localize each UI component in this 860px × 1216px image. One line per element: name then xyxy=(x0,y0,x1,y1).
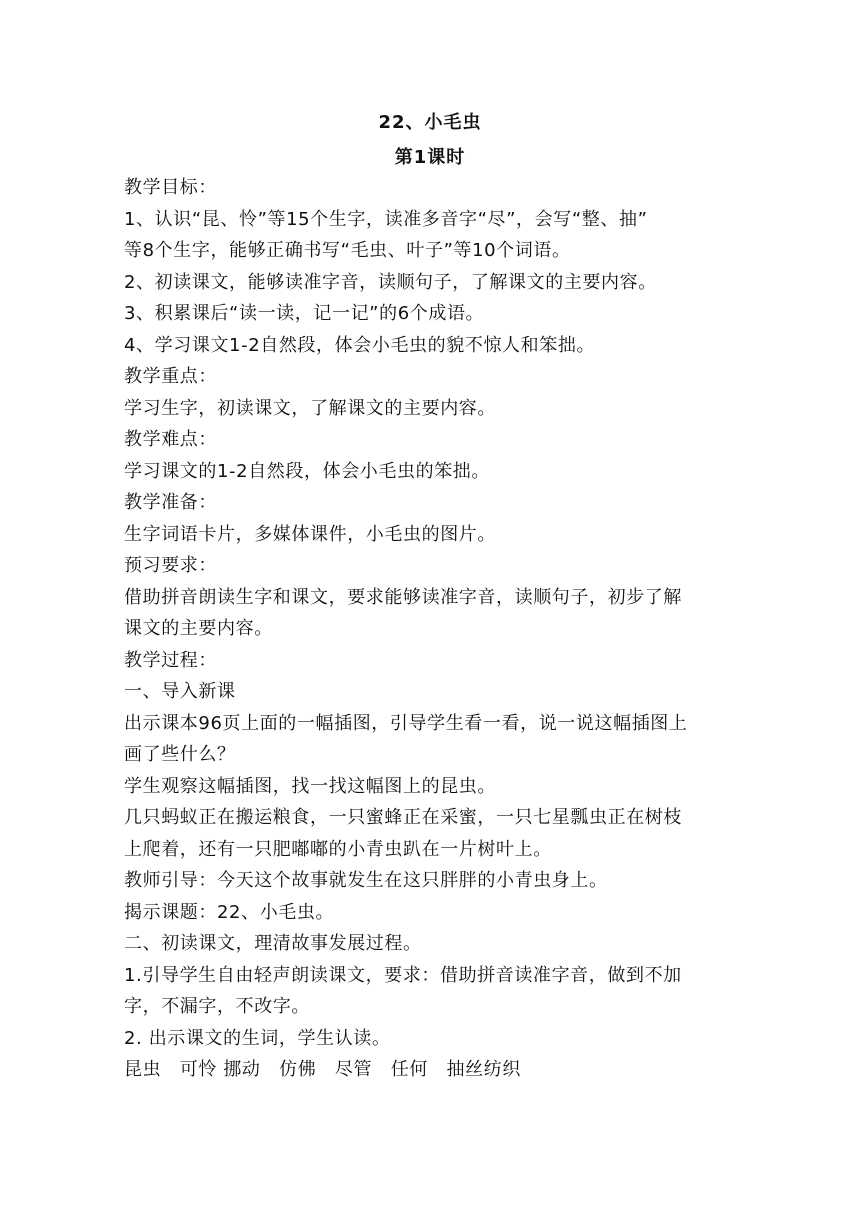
document-body xyxy=(124,172,742,1086)
body-line: 学习生字，初读课文，了解课文的主要内容。 xyxy=(124,397,496,419)
body-line: 3、积累课后“读一读，记一记”的6个成语。 xyxy=(124,303,485,324)
body-line: 教学准备： xyxy=(124,492,217,513)
body-line: 生字词语卡片，多媒体课件，小毛虫的图片。 xyxy=(124,523,496,545)
body-line: 教师引导：今天这个故事就发生在这只胖胖的小青虫身上。 xyxy=(124,870,608,891)
body-line: 上爬着，还有一只肥嘟嘟的小青虫趴在一片树叶上。 xyxy=(124,838,552,860)
body-line: 字，不漏字，不改字。 xyxy=(124,996,310,1017)
body-line: 二、初读课文，理清故事发展过程。 xyxy=(124,933,422,954)
document-subtitle: 第1课时 xyxy=(394,147,466,168)
body-line: 4、学习课文1-2自然段，体会小毛虫的貌不惊人和笨拙。 xyxy=(124,334,596,356)
body-line: 预习要求： xyxy=(124,555,217,576)
body-line: 课文的主要内容。 xyxy=(124,618,273,639)
body-line: 一、导入新课 xyxy=(124,681,236,702)
body-line: 教学难点： xyxy=(124,429,217,450)
body-line: 出示课本96页上面的一幅插图，引导学生看一看，说一说这幅插图上 xyxy=(124,712,688,734)
body-line: 学习课文的1-2自然段，体会小毛虫的笨拙。 xyxy=(124,460,490,482)
body-line: 学生观察这幅插图，找一找这幅图上的昆虫。 xyxy=(124,775,496,797)
body-line: 借助拼音朗读生字和课文，要求能够读准字音，读顺句子，初步了解 xyxy=(124,586,682,608)
body-line: 教学过程： xyxy=(124,649,217,671)
body-line: 2、初读课文，能够读准字音，读顺句子，了解课文的主要内容。 xyxy=(124,271,657,293)
document-title: 22、小毛虫 xyxy=(378,112,482,133)
body-line: 揭示课题：22、小毛虫。 xyxy=(124,901,335,923)
body-line: 等8个生字，能够正确书写“毛虫、叶子”等10个词语。 xyxy=(124,240,571,261)
body-line: 1、认识“昆、怜”等15个生字，读准多音字“尽”，会写“整、抽” xyxy=(124,208,648,230)
body-line: 教学重点： xyxy=(124,366,217,387)
body-line: 画了些什么？ xyxy=(124,744,236,765)
body-line: 几只蚂蚁正在搬运粮食，一只蜜蜂正在采蜜，一只七星瓢虫正在树枝 xyxy=(124,807,682,828)
body-line: 2. 出示课文的生词，学生认读。 xyxy=(124,1027,391,1049)
body-line: 1.引导学生自由轻声朗读课文，要求：借助拼音读准字音，做到不加 xyxy=(124,964,682,986)
body-line: 昆虫 可怜 挪动 仿佛 尽管 任何 抽丝纺织 xyxy=(124,1059,521,1080)
body-line: 教学目标： xyxy=(124,177,217,198)
